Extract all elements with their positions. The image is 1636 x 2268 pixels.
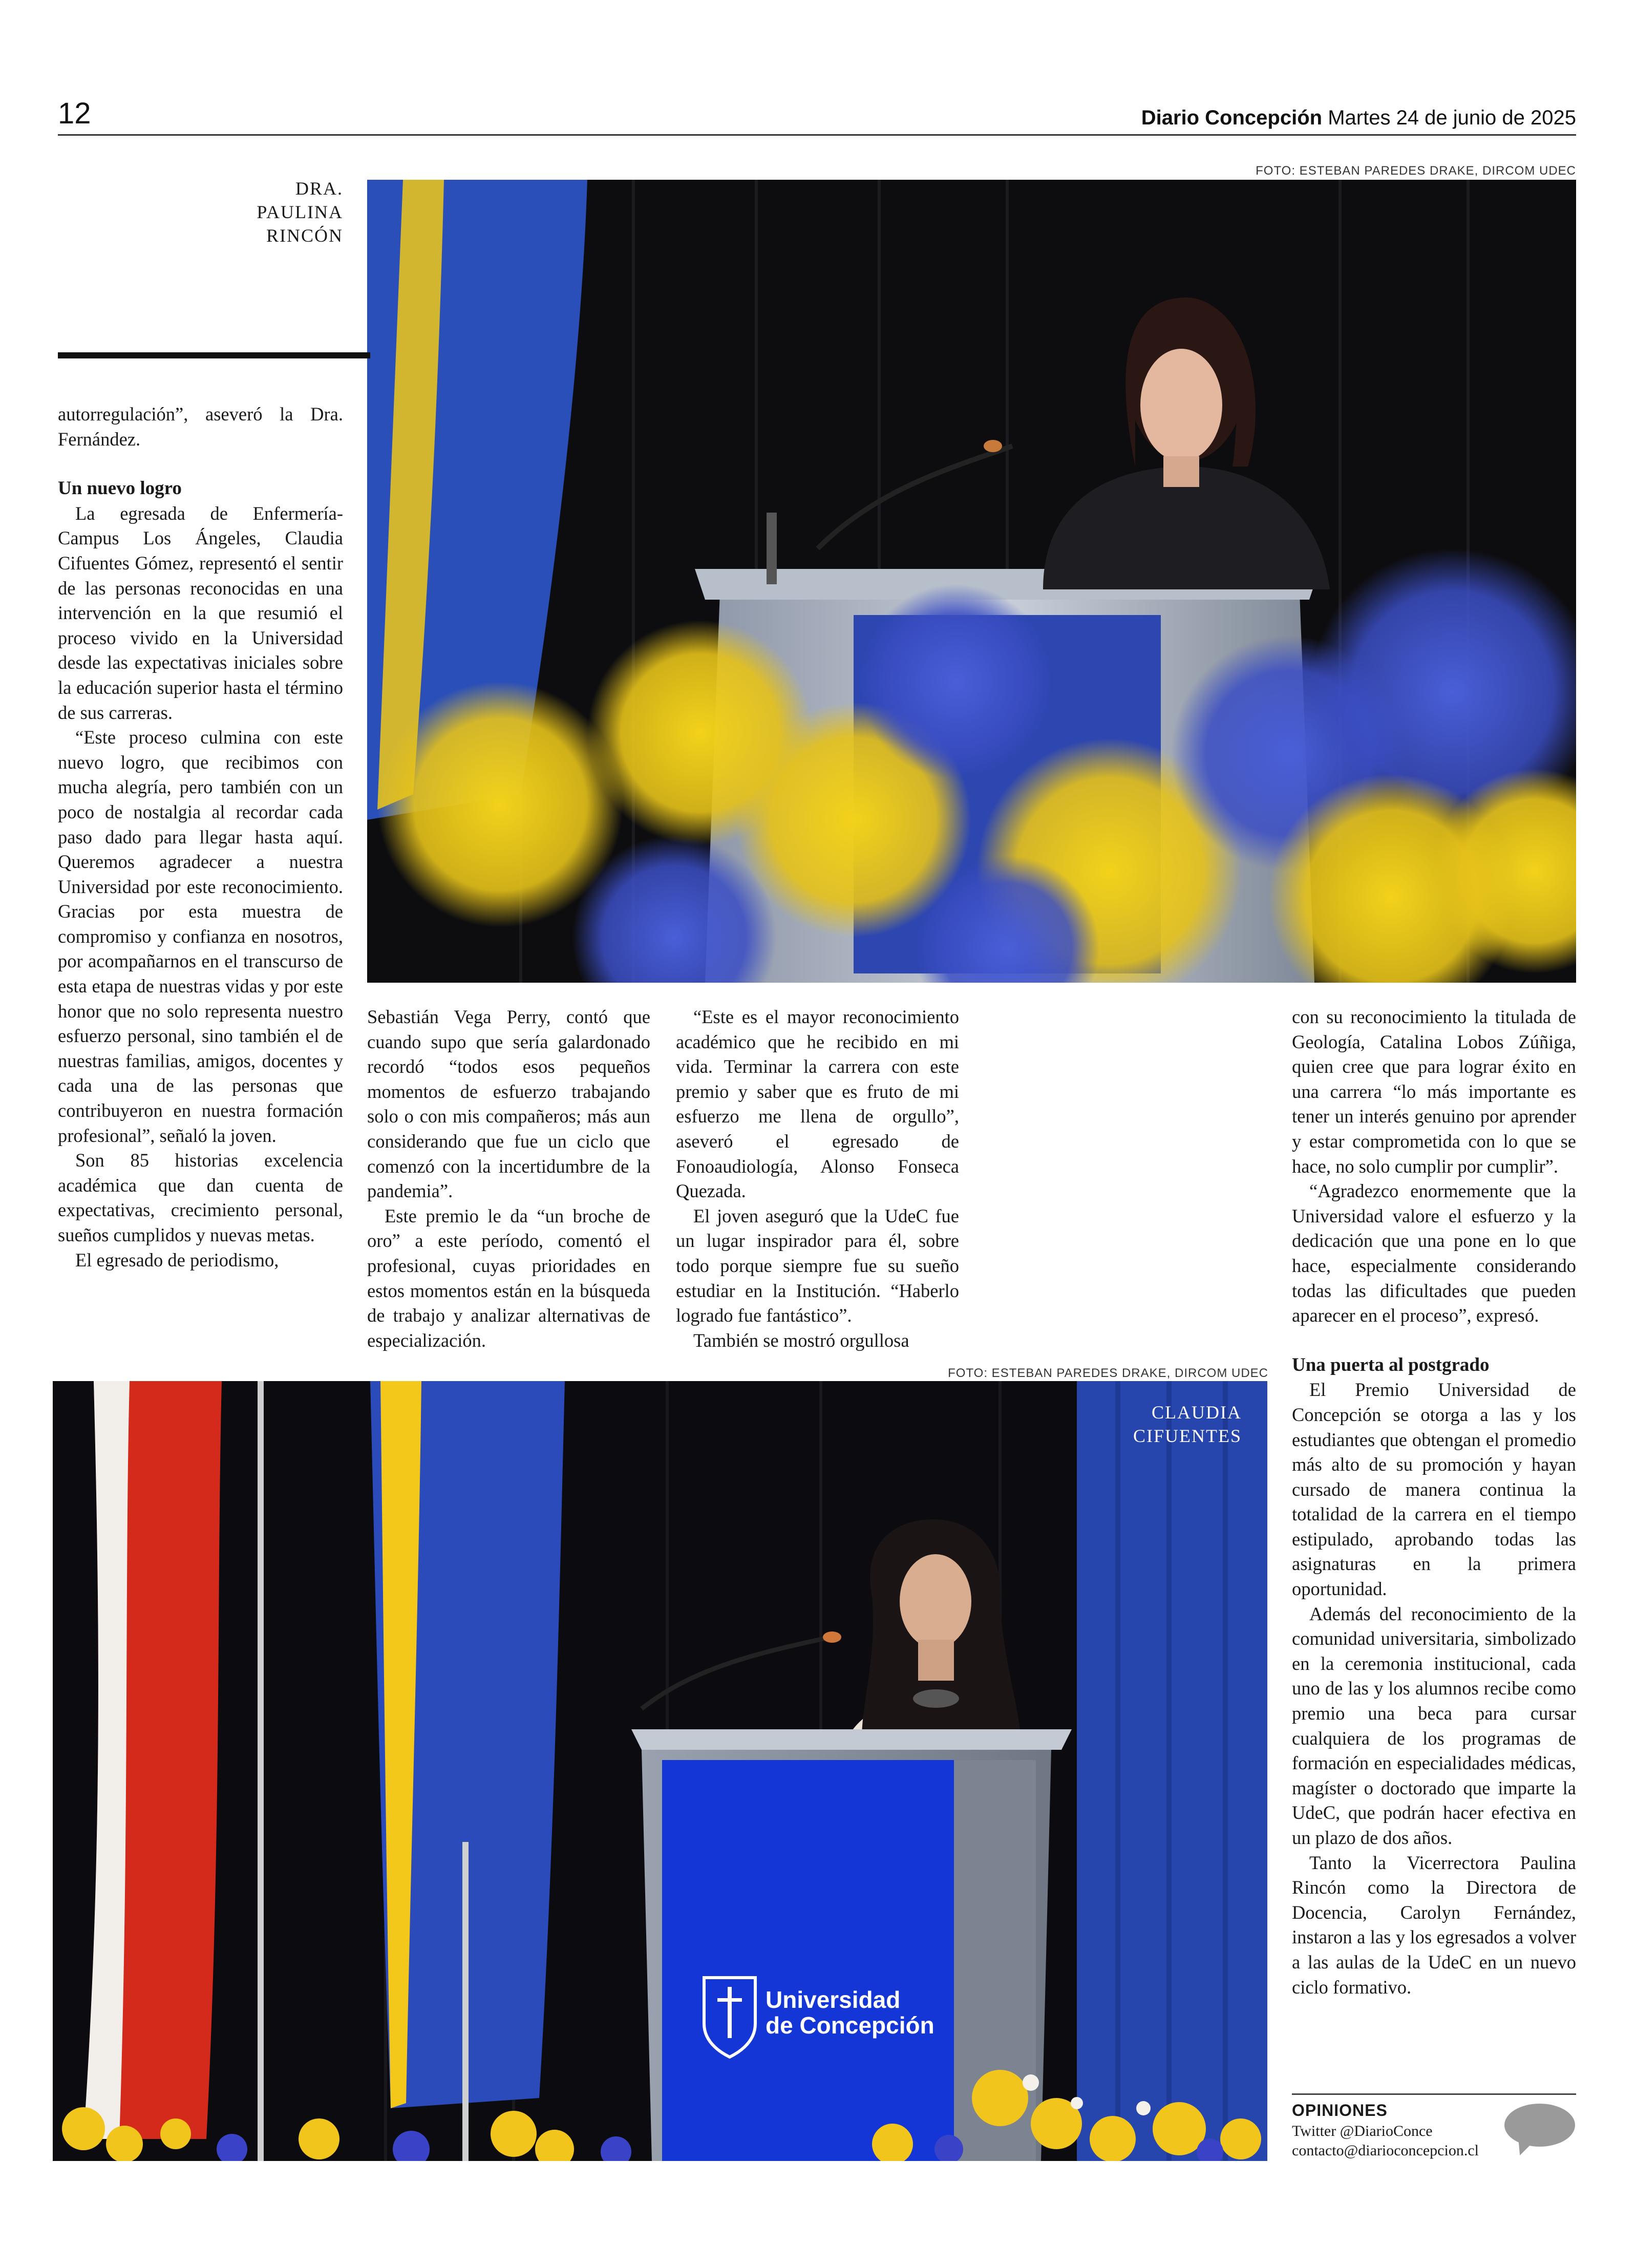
paragraph: Este premio le da “un broche de oro” a este período, comentó el profesional, cuyas prioridades en estos momentos están en la búsqueda de trabajo y analizar alternativas de especialización. <box>367 1205 650 1351</box>
paragraph: autorregulación”, aseveró la Dra. Fernández. <box>58 404 343 450</box>
issue-date: Martes 24 de junio de 2025 <box>1328 107 1576 129</box>
paragraph: “Este es el mayor reconocimiento académico que he recibido en mi vida. Terminar la carrera con este premio y saber que es fruto de mi esfuerzo me llena de orgullo”, aseveró el egresado de Fonoaudiología, Alonso Fonseca Quezada. <box>676 1006 959 1202</box>
paragraph: “Este proceso culmina con este nuevo logro, que recibimos con mucha alegría, pero también con un poco de nostalgia al recordar cada paso dado para llegar hasta aquí. Queremos agradecer a nuestra Universidad por este reconocimiento. Gracias por esta muestra de compromiso y confianza en nosotros, por acompañarnos en el transcurso de esta etapa de nuestras vidas y por este honor que no solo representa nuestro esfuerzo personal, sino también el de nuestras familias, amigos, docentes y cada una de las personas que contribuyeron en nuestra formación profesional”, señaló la joven. <box>58 727 343 1146</box>
speech-bubble-icon <box>1504 2104 1575 2147</box>
paragraph: El joven aseguró que la UdeC fue un lugar inspirador para él, sobre todo porque siempre fue su sueño estudiar en la Institución. “Haberlo logrado fue fantástico”. <box>676 1205 959 1326</box>
section-rule <box>58 352 370 358</box>
paragraph: La egresada de Enfermería-Campus Los Ángeles, Claudia Cifuentes Gómez, representó el sentir de las personas reconocidas en una intervención en la que resumió el proceso vivido en la Universidad desde las expectativas iniciales sobre la educación superior hasta el término de sus carreras. <box>58 502 343 723</box>
photo-credit-bottom: FOTO: ESTEBAN PAREDES DRAKE, DIRCOM UDEC <box>948 1366 1268 1380</box>
name-tag-line: DRA. <box>295 178 343 199</box>
photo-claudia-cifuentes <box>53 1381 1267 2161</box>
name-tag-line: RINCÓN <box>266 225 343 246</box>
paragraph: Son 85 historias excelencia académica que dan cuenta de expectativas, crecimiento personal, sueños cumplidos y nuevas metas. <box>58 1150 343 1245</box>
name-tag-line: CIFUENTES <box>1133 1426 1242 1446</box>
subheading-puerta-postgrado: Una puerta al postgrado <box>1292 1354 1490 1375</box>
publication-name: Diario Concepción <box>1141 107 1323 129</box>
page-number: 12 <box>58 97 91 130</box>
paragraph: Además del reconocimiento de la comunidad universitaria, simbolizado en la ceremonia institucional, cada uno de las y los alumnos recibe como premio una beca para cursar cualquiera de los programas de formación en especialidades médicas, magíster o doctorado que imparte la UdeC, que podrán hacer efectiva en un plazo de dos años. <box>1292 1603 1576 1848</box>
paragraph: “Agradezco enormemente que la Universidad valore el esfuerzo y la dedicación que una pone en lo que hace, especialmente considerando todas las dificultades que pueden aparecer en el proceso”, expresó. <box>1292 1180 1576 1326</box>
photo-top-illustration <box>367 180 1576 983</box>
paragraph: También se mostró orgullosa <box>693 1329 909 1351</box>
paragraph: El egresado de periodismo, <box>75 1249 279 1270</box>
article-column-4 <box>1292 1005 1576 2000</box>
opinions-email: contacto@diarioconcepcion.cl <box>1292 2142 1479 2159</box>
name-tag-line: CLAUDIA <box>1152 1402 1242 1423</box>
name-tag-line: PAULINA <box>257 202 343 222</box>
article-column-3 <box>676 1005 959 1353</box>
opinions-rule <box>1292 2093 1576 2095</box>
photo-credit-top: FOTO: ESTEBAN PAREDES DRAKE, DIRCOM UDEC <box>1256 164 1576 178</box>
article-column-1 <box>58 402 343 1273</box>
name-tag-bottom <box>1065 1401 1242 1448</box>
podium-logo-line: Universidad <box>766 1986 901 2013</box>
podium-logo-line: de Concepción <box>766 2012 934 2039</box>
masthead <box>1141 107 1576 130</box>
subheading-nuevo-logro: Un nuevo logro <box>58 478 182 499</box>
paragraph: Sebastián Vega Perry, contó que cuando supo que sería galardonado recordó “todos esos pequeños momentos de esfuerzo trabajando solo o con mis compañeros; más aun considerando que fue un ciclo que comenzó con la incertidumbre de la pandemia”. <box>367 1006 650 1202</box>
photo-bottom-illustration <box>53 1381 1267 2161</box>
header-rule <box>58 134 1576 136</box>
name-tag-top <box>236 177 343 247</box>
opinions-twitter: Twitter @DiarioConce <box>1292 2123 1433 2139</box>
article-column-2 <box>367 1005 650 1353</box>
photo-dra-paulina-rincon <box>367 180 1576 983</box>
paragraph: Tanto la Vicerrectora Paulina Rincón como la Directora de Docencia, Carolyn Fernández, instaron a las y los egresados a volver a las aulas de la UdeC en un nuevo ciclo formativo. <box>1292 1852 1576 1998</box>
paragraph: con su reconocimiento la titulada de Geología, Catalina Lobos Zúñiga, quien cree que para lograr éxito en una carrera “lo más importante es tener un interés genuino por aprender y estar comprometida con lo que se hace, no solo cumplir por cumplir”. <box>1292 1006 1576 1177</box>
paragraph: El Premio Universidad de Concepción se otorga a las y los estudiantes que obtengan el promedio más alto de su promoción y hayan cursado de manera continua la totalidad de la carrera en el tiempo estipulado, aprobando todas las asignaturas en la primera oportunidad. <box>1292 1379 1576 1600</box>
opinions-title: OPINIONES <box>1292 2101 1388 2119</box>
podium-logo <box>766 1987 934 2038</box>
